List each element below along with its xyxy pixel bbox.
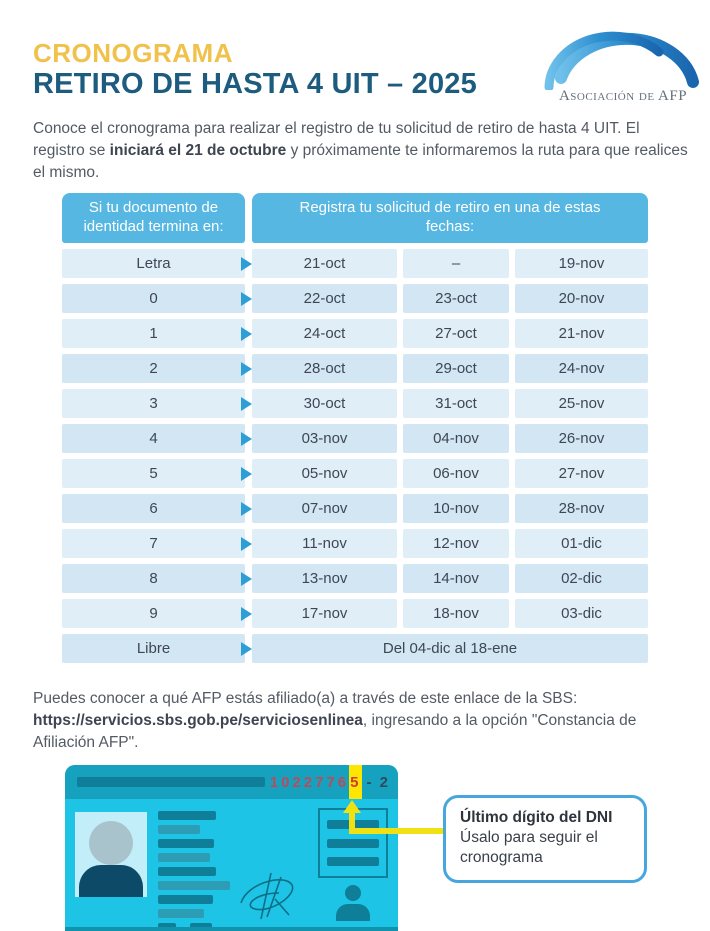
row-date: 22-oct: [252, 284, 397, 313]
sbs-text: Puedes conocer a qué AFP estás afiliado(a) a través de este enlace de la SBS:: [33, 690, 578, 707]
table-row: [62, 354, 648, 383]
row-date: 25-nov: [515, 389, 648, 418]
page-title: RETIRO DE HASTA 4 UIT – 2025: [33, 68, 477, 100]
logo-wordmark: Asociación de AFP: [558, 88, 688, 104]
text-line: [158, 825, 200, 834]
text-line: [158, 839, 214, 848]
row-label: Libre: [62, 634, 245, 663]
table-row: [62, 389, 648, 418]
intro-paragraph: [33, 118, 688, 184]
row-label: 7: [62, 529, 245, 558]
row-date: 03-dic: [515, 599, 648, 628]
arrow-right-icon: [241, 607, 252, 621]
row-label: Letra: [62, 249, 245, 278]
row-merged-dates: Del 04-dic al 18-ene: [252, 634, 648, 663]
row-date: 10-nov: [403, 494, 509, 523]
afp-association-logo: [540, 28, 706, 105]
row-date: 24-nov: [515, 354, 648, 383]
last-digit-callout: [443, 795, 647, 883]
row-date: 27-nov: [515, 459, 648, 488]
row-date: 05-nov: [252, 459, 397, 488]
arrow-right-icon: [241, 327, 252, 341]
row-date: 28-oct: [252, 354, 397, 383]
dni-number-main: 1022776: [269, 773, 350, 791]
afp-arcs-icon: [543, 28, 703, 90]
text-line: [158, 853, 210, 862]
row-date: 20-nov: [515, 284, 648, 313]
text-line: [158, 867, 216, 876]
row-date: 19-nov: [515, 249, 648, 278]
arrow-right-icon: [241, 572, 252, 586]
table-row: [62, 634, 648, 663]
row-label: 6: [62, 494, 245, 523]
intro-text: Conoce el cronograma para realizar el registro de tu solicitud de retiro de hasta 4 UIT. El registro se: [33, 120, 640, 159]
table-row: [62, 459, 648, 488]
dni-card-illustration: [65, 765, 398, 931]
info-box-line: [327, 857, 379, 866]
person-icon-head: [345, 885, 361, 901]
person-silhouette-head: [89, 821, 133, 865]
row-date: 04-nov: [403, 424, 509, 453]
table-header-dates: Registra tu solicitud de retiro en una de estas fechas:: [252, 193, 648, 243]
person-icon: [334, 885, 372, 921]
callout-body: Úsalo para seguir el cronograma: [460, 829, 598, 867]
arrow-right-icon: [241, 432, 252, 446]
dni-card-header: [65, 765, 398, 799]
text-line: [158, 909, 204, 918]
row-date: 28-nov: [515, 494, 648, 523]
table-row: [62, 564, 648, 593]
arrow-right-icon: [241, 502, 252, 516]
row-date: 23-oct: [403, 284, 509, 313]
row-date: 26-nov: [515, 424, 648, 453]
row-date: 06-nov: [403, 459, 509, 488]
person-silhouette-shoulders: [79, 865, 143, 897]
intro-text-after: y próximamente te informaremos la ruta para que realices el mismo.: [33, 142, 688, 181]
row-date: 21-nov: [515, 319, 648, 348]
table-row: [62, 319, 648, 348]
table-header-document: Si tu documento de identidad termina en:: [62, 193, 245, 243]
row-date: 12-nov: [403, 529, 509, 558]
row-label: 1: [62, 319, 245, 348]
arrow-right-icon: [241, 257, 252, 271]
info-box-line: [327, 839, 379, 848]
page-title-kicker: CRONOGRAMA: [33, 38, 233, 68]
arrow-right-icon: [241, 642, 252, 656]
row-label: 5: [62, 459, 245, 488]
row-date: 17-nov: [252, 599, 397, 628]
table-row: [62, 494, 648, 523]
signature-icon: [237, 869, 299, 921]
text-line: [158, 895, 213, 904]
row-date: 31-oct: [403, 389, 509, 418]
row-label: 9: [62, 599, 245, 628]
table-row: [62, 599, 648, 628]
arrow-right-icon: [241, 397, 252, 411]
row-date: 03-nov: [252, 424, 397, 453]
table-header-row: [62, 193, 648, 243]
row-date: 29-oct: [403, 354, 509, 383]
connector-line-horizontal: [349, 828, 444, 834]
arrow-right-icon: [241, 362, 252, 376]
arrow-right-icon: [241, 292, 252, 306]
table-rows: [62, 249, 648, 663]
text-line: [158, 881, 230, 890]
table-row: [62, 249, 648, 278]
row-label: 8: [62, 564, 245, 593]
row-label: 0: [62, 284, 245, 313]
row-date: 13-nov: [252, 564, 397, 593]
row-date: 30-oct: [252, 389, 397, 418]
text-line: [158, 811, 216, 820]
person-icon-body: [336, 904, 370, 921]
sbs-link[interactable]: https://servicios.sbs.gob.pe/serviciosenlinea: [33, 712, 363, 729]
row-date: 11-nov: [252, 529, 397, 558]
row-date: –: [403, 249, 509, 278]
row-date: 18-nov: [403, 599, 509, 628]
schedule-table: [62, 193, 648, 669]
row-label: 2: [62, 354, 245, 383]
row-date: 24-oct: [252, 319, 397, 348]
dni-header-bar: [77, 777, 265, 787]
row-date: 02-dic: [515, 564, 648, 593]
arrow-right-icon: [241, 467, 252, 481]
row-date: 21-oct: [252, 249, 397, 278]
row-label: 3: [62, 389, 245, 418]
row-date: 27-oct: [403, 319, 509, 348]
table-row: [62, 424, 648, 453]
intro-bold-date: iniciará el 21 de octubre: [109, 142, 287, 159]
row-date: 07-nov: [252, 494, 397, 523]
sbs-text-after: , ingresando a la opción "Constancia de Afiliación AFP".: [33, 712, 637, 751]
dni-card-footer-strip: [65, 927, 398, 931]
callout-title: Último dígito del DNI: [460, 809, 613, 826]
sbs-paragraph: [33, 688, 688, 754]
dni-photo-placeholder: [75, 812, 147, 897]
row-date: 14-nov: [403, 564, 509, 593]
row-date: 01-dic: [515, 529, 648, 558]
dni-last-digit-highlight: 5: [349, 765, 362, 799]
dni-check-digit: - 2: [366, 773, 390, 791]
row-label: 4: [62, 424, 245, 453]
table-row: [62, 529, 648, 558]
arrow-right-icon: [241, 537, 252, 551]
dni-number: [270, 765, 390, 799]
table-row: [62, 284, 648, 313]
